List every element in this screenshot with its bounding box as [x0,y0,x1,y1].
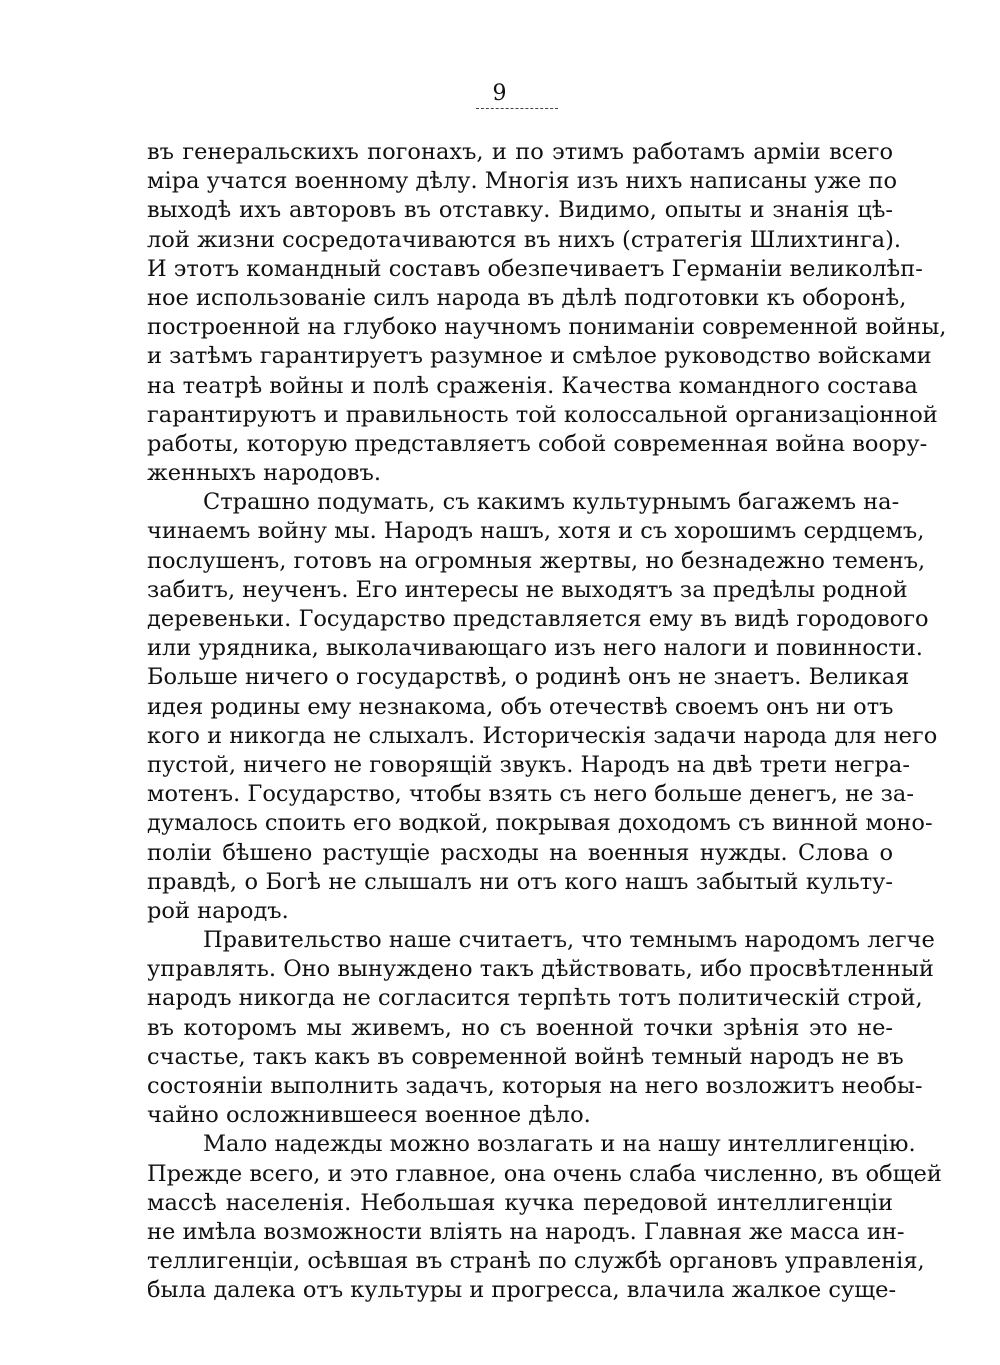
text-line: на театрѣ войны и полѣ сраженія. Качества командного состава [147,372,918,399]
text-line: деревеньки. Государство представляется ему въ видѣ городового [147,606,929,632]
text-line: въ которомъ мы живемъ, но съ военной точки зрѣнія это не- [147,1014,893,1041]
text-line: пустой, ничего не говорящій звукъ. Народъ на двѣ трети негра- [147,751,910,778]
text-line: и затѣмъ гарантируетъ разумное и смѣлое руководство войсками [147,343,932,370]
text-line: Правительство наше считаетъ, что темнымъ народомъ легче [203,927,935,954]
text-line: народъ никогда не согласится терпѣть тотъ политическій строй, [147,985,923,1012]
text-line: рой народъ. [147,897,289,924]
text-line: выходѣ ихъ авторовъ въ отставку. Видимо, опыты и знанія цѣ- [147,197,893,224]
text-line: была далека отъ культуры и прогресса, влачила жалкое суще- [147,1277,897,1304]
text-line: или урядника, выколачивающаго изъ него налоги и повинности. [147,635,923,662]
page-number: 9 [492,81,508,106]
text-line: послушенъ, готовъ на огромныя жертвы, но безнадежно теменъ, [147,547,926,574]
text-line: массѣ населенія. Небольшая кучка передовой интеллигенціи [147,1189,893,1216]
text-line: идея родины ему незнакома, объ отечествѣ своемъ онъ ни отъ [147,693,894,720]
text-line: И этотъ командный составъ обезпечиваетъ Германіи великолѣп- [147,255,923,282]
text-line: работы, которую представляетъ собой современная война воору- [147,430,928,457]
text-line: женныхъ народовъ. [147,460,381,487]
text-line: Больше ничего о государствѣ, о родинѣ онъ не знаетъ. Великая [147,664,910,691]
text-line: гарантируютъ и правильность той колоссальной организаціонной [147,401,938,428]
text-line: построенной на глубоко научномъ пониманіи современной войны, [147,314,947,341]
text-line: управлять. Оно вынуждено такъ дѣйствовать, ибо просвѣтленный [147,956,934,983]
text-line: поліи бѣшено растущіе расходы на военныя нужды. Слова о [147,839,893,866]
text-line: Мало надежды можно возлагать и на нашу интеллигенцію. [203,1131,916,1158]
text-line: лой жизни сосредотачиваются въ нихъ (стратегія Шлихтинга). [147,226,902,253]
text-line: не имѣла возможности вліять на народъ. Главная же масса ин- [147,1218,905,1245]
text-line: кого и никогда не слыхалъ. Историческія задачи народа для него [147,722,938,749]
text-line: міра учатся военному дѣлу. Многія изъ нихъ написаны уже по [147,168,898,195]
text-line: чайно осложнившееся военное дѣло. [147,1102,591,1129]
text-line: теллигенціи, осѣвшая въ странѣ по службѣ органовъ управленія, [147,1248,925,1275]
text-line: чинаемъ войну мы. Народъ нашъ, хотя и съ хорошимъ сердцемъ, [147,518,925,545]
text-line: ное использованіе силъ народа въ дѣлѣ подготовки къ оборонѣ, [147,284,907,311]
text-line: думалось споить его водкой, покрывая доходомъ съ винной моно- [147,810,933,837]
text-line: забитъ, неученъ. Его интересы не выходятъ за предѣлы родной [147,576,908,603]
text-line: правдѣ, о Богѣ не слышалъ ни отъ кого нашъ забытый культу- [147,868,893,895]
text-line: Страшно подумать, съ какимъ культурнымъ багажемъ на- [203,489,900,516]
body-text [147,138,947,1306]
header-rule [476,108,558,109]
text-line: состояніи выполнить задачъ, которыя на него возложитъ необы- [147,1073,923,1099]
text-line: счастье, такъ какъ въ современной войнѣ темный народъ не въ [147,1043,904,1070]
text-line: въ генеральскихъ погонахъ, и по этимъ работамъ арміи всего [147,139,893,165]
text-line: мотенъ. Государство, чтобы взять съ него больше денегъ, не за- [147,781,914,808]
text-line: Прежде всего, и это главное, она очень слаба численно, въ общей [147,1160,942,1187]
